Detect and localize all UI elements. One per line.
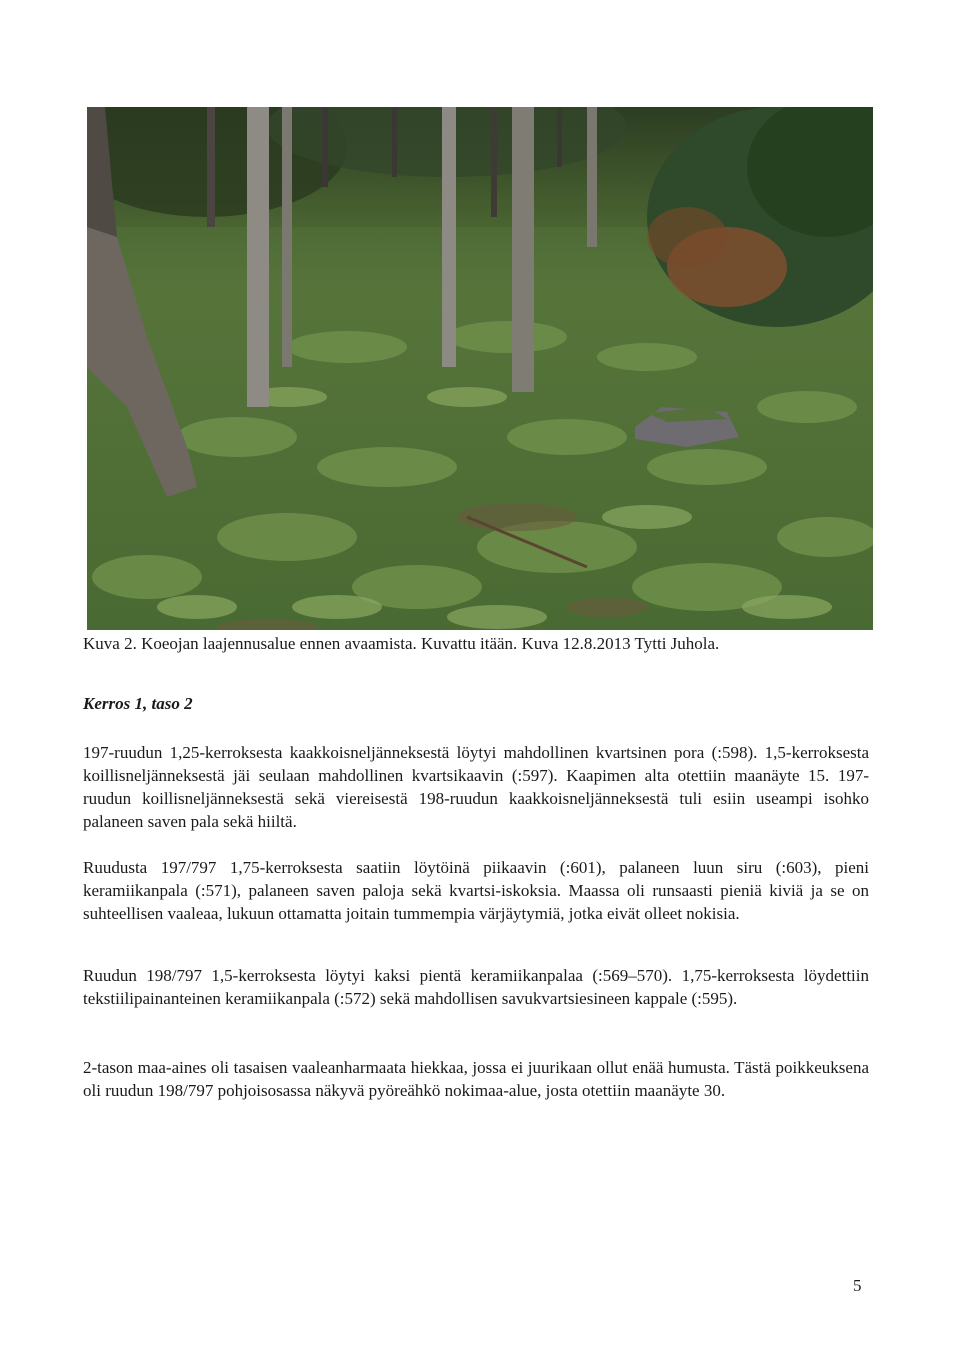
forest-photo — [87, 107, 873, 630]
paragraph-1: 197-ruudun 1,25-kerroksesta kaakkoisneljänneksestä löytyi mahdollinen kvartsinen pora (:598). 1,5-kerroksesta koillisneljänneksestä jäi seulaan mahdollinen kvartsikaavin (:597). Kaapimen alta otettiin maanäyte 15. 197-ruudun koillisneljänneksestä sekä viereisestä 198-ruudun kaakkoisneljänneksestä tuli esiin useampi isohko palaneen saven pala sekä hiiltä. — [83, 743, 869, 831]
paragraph-3: Ruudun 198/797 1,5-kerroksesta löytyi kaksi pientä keramiikanpalaa (:569–570). 1,75-kerroksesta löydettiin tekstiilipainanteinen keramiikanpala (:572) sekä mahdollisen savukvartsiesineen kappale (:595). — [83, 966, 869, 1008]
paragraph-2: Ruudusta 197/797 1,75-kerroksesta saatiin löytöinä piikaavin (:601), palaneen luun siru (:603), pieni keramiikanpala (:571), palaneen saven paloja sekä kvartsi-iskoksia. Maassa oli runsaasti pieniä kiviä ja se on suhteellisen vaaleaa, lukuun ottamatta joitain tummempia värjäytymiä, jotka eivät olleet nokisia. — [83, 858, 869, 923]
paragraph-4: 2-tason maa-aines oli tasaisen vaaleanharmaata hiekkaa, jossa ei juurikaan ollut enää humusta. Tästä poikkeuksena oli ruudun 198/797 pohjoisosassa näkyvä pyöreähkö nokimaa-alue, josta otettiin maanäyte 30. — [83, 1058, 869, 1100]
page-number: 5 — [853, 1276, 862, 1295]
section-heading: Kerros 1, taso 2 — [83, 694, 193, 713]
photo-caption: Kuva 2. Koeojan laajennusalue ennen avaamista. Kuvattu itään. Kuva 12.8.2013 Tytti Juhola. — [83, 634, 720, 653]
forest-photo-illustration — [87, 107, 873, 630]
